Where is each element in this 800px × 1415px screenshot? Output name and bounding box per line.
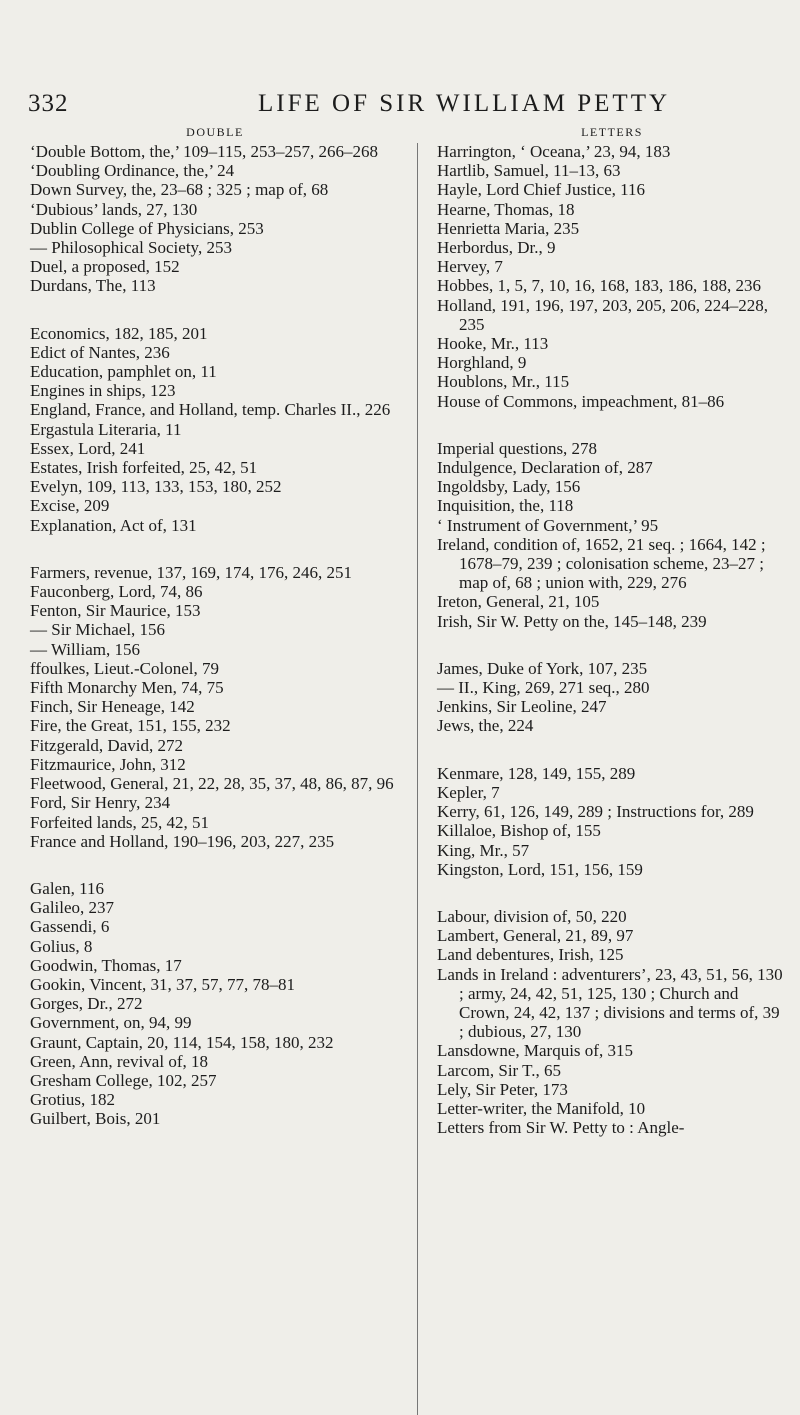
index-entry: Larcom, Sir T., 65	[437, 1060, 562, 1080]
index-entry: Jews, the, 224	[437, 716, 534, 736]
index-entry: ‘ Instrument of Government,’ 95	[437, 515, 659, 535]
index-entry: Lansdowne, Marquis of, 315	[437, 1041, 633, 1061]
index-entry: ‘Double Bottom, the,’ 109–115, 253–257, 266–268	[30, 142, 379, 161]
index-entry: Land debentures, Irish, 125	[437, 945, 624, 965]
index-entry: James, Duke of York, 107, 235	[437, 658, 648, 678]
column-heading: DOUBLE	[186, 125, 244, 139]
index-entry: Golius, 8	[30, 936, 93, 956]
index-entry: Farmers, revenue, 137, 169, 174, 176, 246, 251	[30, 562, 353, 582]
index-entry: Economics, 182, 185, 201	[30, 323, 208, 343]
index-entry: House of Commons, impeachment, 81–86	[437, 391, 725, 411]
index-entry: Hervey, 7	[437, 257, 503, 277]
index-entry: Harrington, ‘ Oceana,’ 23, 94, 183	[437, 142, 671, 161]
index-entry: Finch, Sir Heneage, 142	[30, 697, 195, 717]
index-entry: Fleetwood, General, 21, 22, 28, 35, 37, 48, 86, 87, 96	[30, 774, 394, 794]
index-entry: Fitzgerald, David, 272	[30, 735, 183, 755]
index-entry: Fenton, Sir Maurice, 153	[30, 601, 201, 621]
index-entry: Ingoldsby, Lady, 156	[437, 477, 581, 497]
index-entry: Durdans, The, 113	[30, 276, 156, 296]
index-entry: Hayle, Lord Chief Justice, 116	[437, 180, 646, 200]
index-entry: Kerry, 61, 126, 149, 289 ; Instructions for, 289	[437, 802, 754, 822]
index-entry: Gookin, Vincent, 31, 37, 57, 77, 78–81	[30, 974, 295, 994]
index-entry: Irish, Sir W. Petty on the, 145–148, 239	[437, 611, 707, 631]
index-entry: Evelyn, 109, 113, 133, 153, 180, 252	[30, 477, 282, 497]
index-entry: Government, on, 94, 99	[30, 1013, 192, 1033]
index-entry: Ford, Sir Henry, 234	[30, 793, 171, 813]
section-gap	[30, 535, 400, 563]
index-entry: — William, 156	[30, 639, 140, 659]
index-entry: Hartlib, Samuel, 11–13, 63	[437, 161, 621, 181]
column-heading: LETTERS	[581, 125, 643, 139]
index-entry: Grotius, 182	[30, 1090, 115, 1110]
index-entry: Henrietta Maria, 235	[437, 218, 580, 238]
index-entry: Imperial questions, 278	[437, 438, 598, 458]
index-entry: Letters from Sir W. Petty to : Angle-	[437, 1118, 685, 1138]
index-entry: Letter-writer, the Manifold, 10	[437, 1098, 646, 1118]
section-gap	[437, 411, 787, 439]
index-entry: Galileo, 237	[30, 898, 115, 918]
index-entry: Inquisition, the, 118	[437, 496, 574, 516]
index-entry: — II., King, 269, 271 seq., 280	[437, 678, 650, 698]
index-column-left	[30, 122, 400, 1129]
section-gap	[437, 879, 787, 907]
index-entry: Lely, Sir Peter, 173	[437, 1079, 568, 1099]
index-entry: Hearne, Thomas, 18	[437, 199, 575, 219]
running-title: LIFE OF SIR WILLIAM PETTY	[258, 90, 671, 117]
index-entry: Indulgence, Declaration of, 287	[437, 458, 653, 478]
section-gap	[30, 296, 400, 324]
index-entry: Jenkins, Sir Leoline, 247	[437, 697, 607, 717]
section-gap	[30, 851, 400, 879]
index-entry: Gassendi, 6	[30, 917, 110, 937]
index-entry: Green, Ann, revival of, 18	[30, 1051, 208, 1071]
index-entry: Excise, 209	[30, 496, 110, 516]
index-entry: ‘Dubious’ lands, 27, 130	[30, 199, 198, 219]
index-entry: Forfeited lands, 25, 42, 51	[30, 812, 209, 832]
index-entry: Lands in Ireland : adventurers’, 23, 43, 51, 56, 130 ; army, 24, 42, 51, 125, 130 ; Church and Crown, 24, 42, 137 ; divisions and terms of, 39 ; dubious, 27, 130	[437, 964, 783, 1042]
section-gap	[437, 631, 787, 659]
index-entry: Galen, 116	[30, 878, 104, 898]
index-entry: Graunt, Captain, 20, 114, 154, 158, 180, 232	[30, 1032, 334, 1052]
index-entry: France and Holland, 190–196, 203, 227, 235	[30, 831, 335, 851]
index-entry: Ireton, General, 21, 105	[437, 592, 600, 612]
index-entry: Fitzmaurice, John, 312	[30, 754, 186, 774]
index-entry: Education, pamphlet on, 11	[30, 362, 217, 382]
index-entry: Explanation, Act of, 131	[30, 515, 197, 535]
index-entry: Kenmare, 128, 149, 155, 289	[437, 763, 636, 783]
page-number: 332	[28, 90, 69, 117]
index-entry: England, France, and Holland, temp. Charles II., 226	[30, 400, 391, 420]
index-entry: ‘Doubling Ordinance, the,’ 24	[30, 161, 235, 181]
index-entry: Killaloe, Bishop of, 155	[437, 821, 601, 841]
index-entry: — Sir Michael, 156	[30, 620, 166, 640]
index-entry: King, Mr., 57	[437, 840, 530, 860]
section-gap	[437, 736, 787, 764]
index-entry: ffoulkes, Lieut.-Colonel, 79	[30, 658, 220, 678]
index-entry: Labour, division of, 50, 220	[437, 906, 627, 926]
index-entry: Estates, Irish forfeited, 25, 42, 51	[30, 458, 258, 478]
index-entry: Engines in ships, 123	[30, 381, 176, 401]
index-entry: Gresham College, 102, 257	[30, 1070, 217, 1090]
index-entry: Guilbert, Bois, 201	[30, 1109, 161, 1129]
index-entry: Essex, Lord, 241	[30, 438, 146, 458]
index-entry: Ergastula Literaria, 11	[30, 419, 182, 439]
index-entry: Kingston, Lord, 151, 156, 159	[437, 859, 643, 879]
index-entry: Herbordus, Dr., 9	[437, 238, 556, 258]
index-entry: Duel, a proposed, 152	[30, 257, 180, 277]
page-header	[28, 90, 780, 120]
index-entry: — Philosophical Society, 253	[30, 238, 232, 258]
index-entry: Horghland, 9	[437, 353, 527, 373]
index-entry: Hooke, Mr., 113	[437, 334, 549, 354]
index-column-right	[437, 122, 787, 1137]
index-entry: Gorges, Dr., 272	[30, 994, 143, 1014]
index-entry: Fifth Monarchy Men, 74, 75	[30, 678, 224, 698]
index-entry: Edict of Nantes, 236	[30, 342, 170, 362]
index-entry: Down Survey, the, 23–68 ; 325 ; map of, 68	[30, 180, 329, 200]
index-entry: Kepler, 7	[437, 782, 500, 802]
index-entry: Fauconberg, Lord, 74, 86	[30, 582, 203, 602]
index-entry: Ireland, condition of, 1652, 21 seq. ; 1664, 142 ; 1678–79, 239 ; colonisation scheme, 23–27 ; map of, 68 ; union with, 229, 276	[437, 534, 766, 593]
index-entry: Hobbes, 1, 5, 7, 10, 16, 168, 183, 186, 188, 236	[437, 276, 761, 296]
column-divider	[417, 143, 418, 1415]
index-entry: Holland, 191, 196, 197, 203, 205, 206, 224–228, 235	[437, 295, 769, 334]
index-entry: Houblons, Mr., 115	[437, 372, 570, 392]
index-entry: Dublin College of Physicians, 253	[30, 218, 264, 238]
index-entry: Lambert, General, 21, 89, 97	[437, 926, 634, 946]
index-entry: Goodwin, Thomas, 17	[30, 955, 182, 975]
index-entry: Fire, the Great, 151, 155, 232	[30, 716, 231, 736]
